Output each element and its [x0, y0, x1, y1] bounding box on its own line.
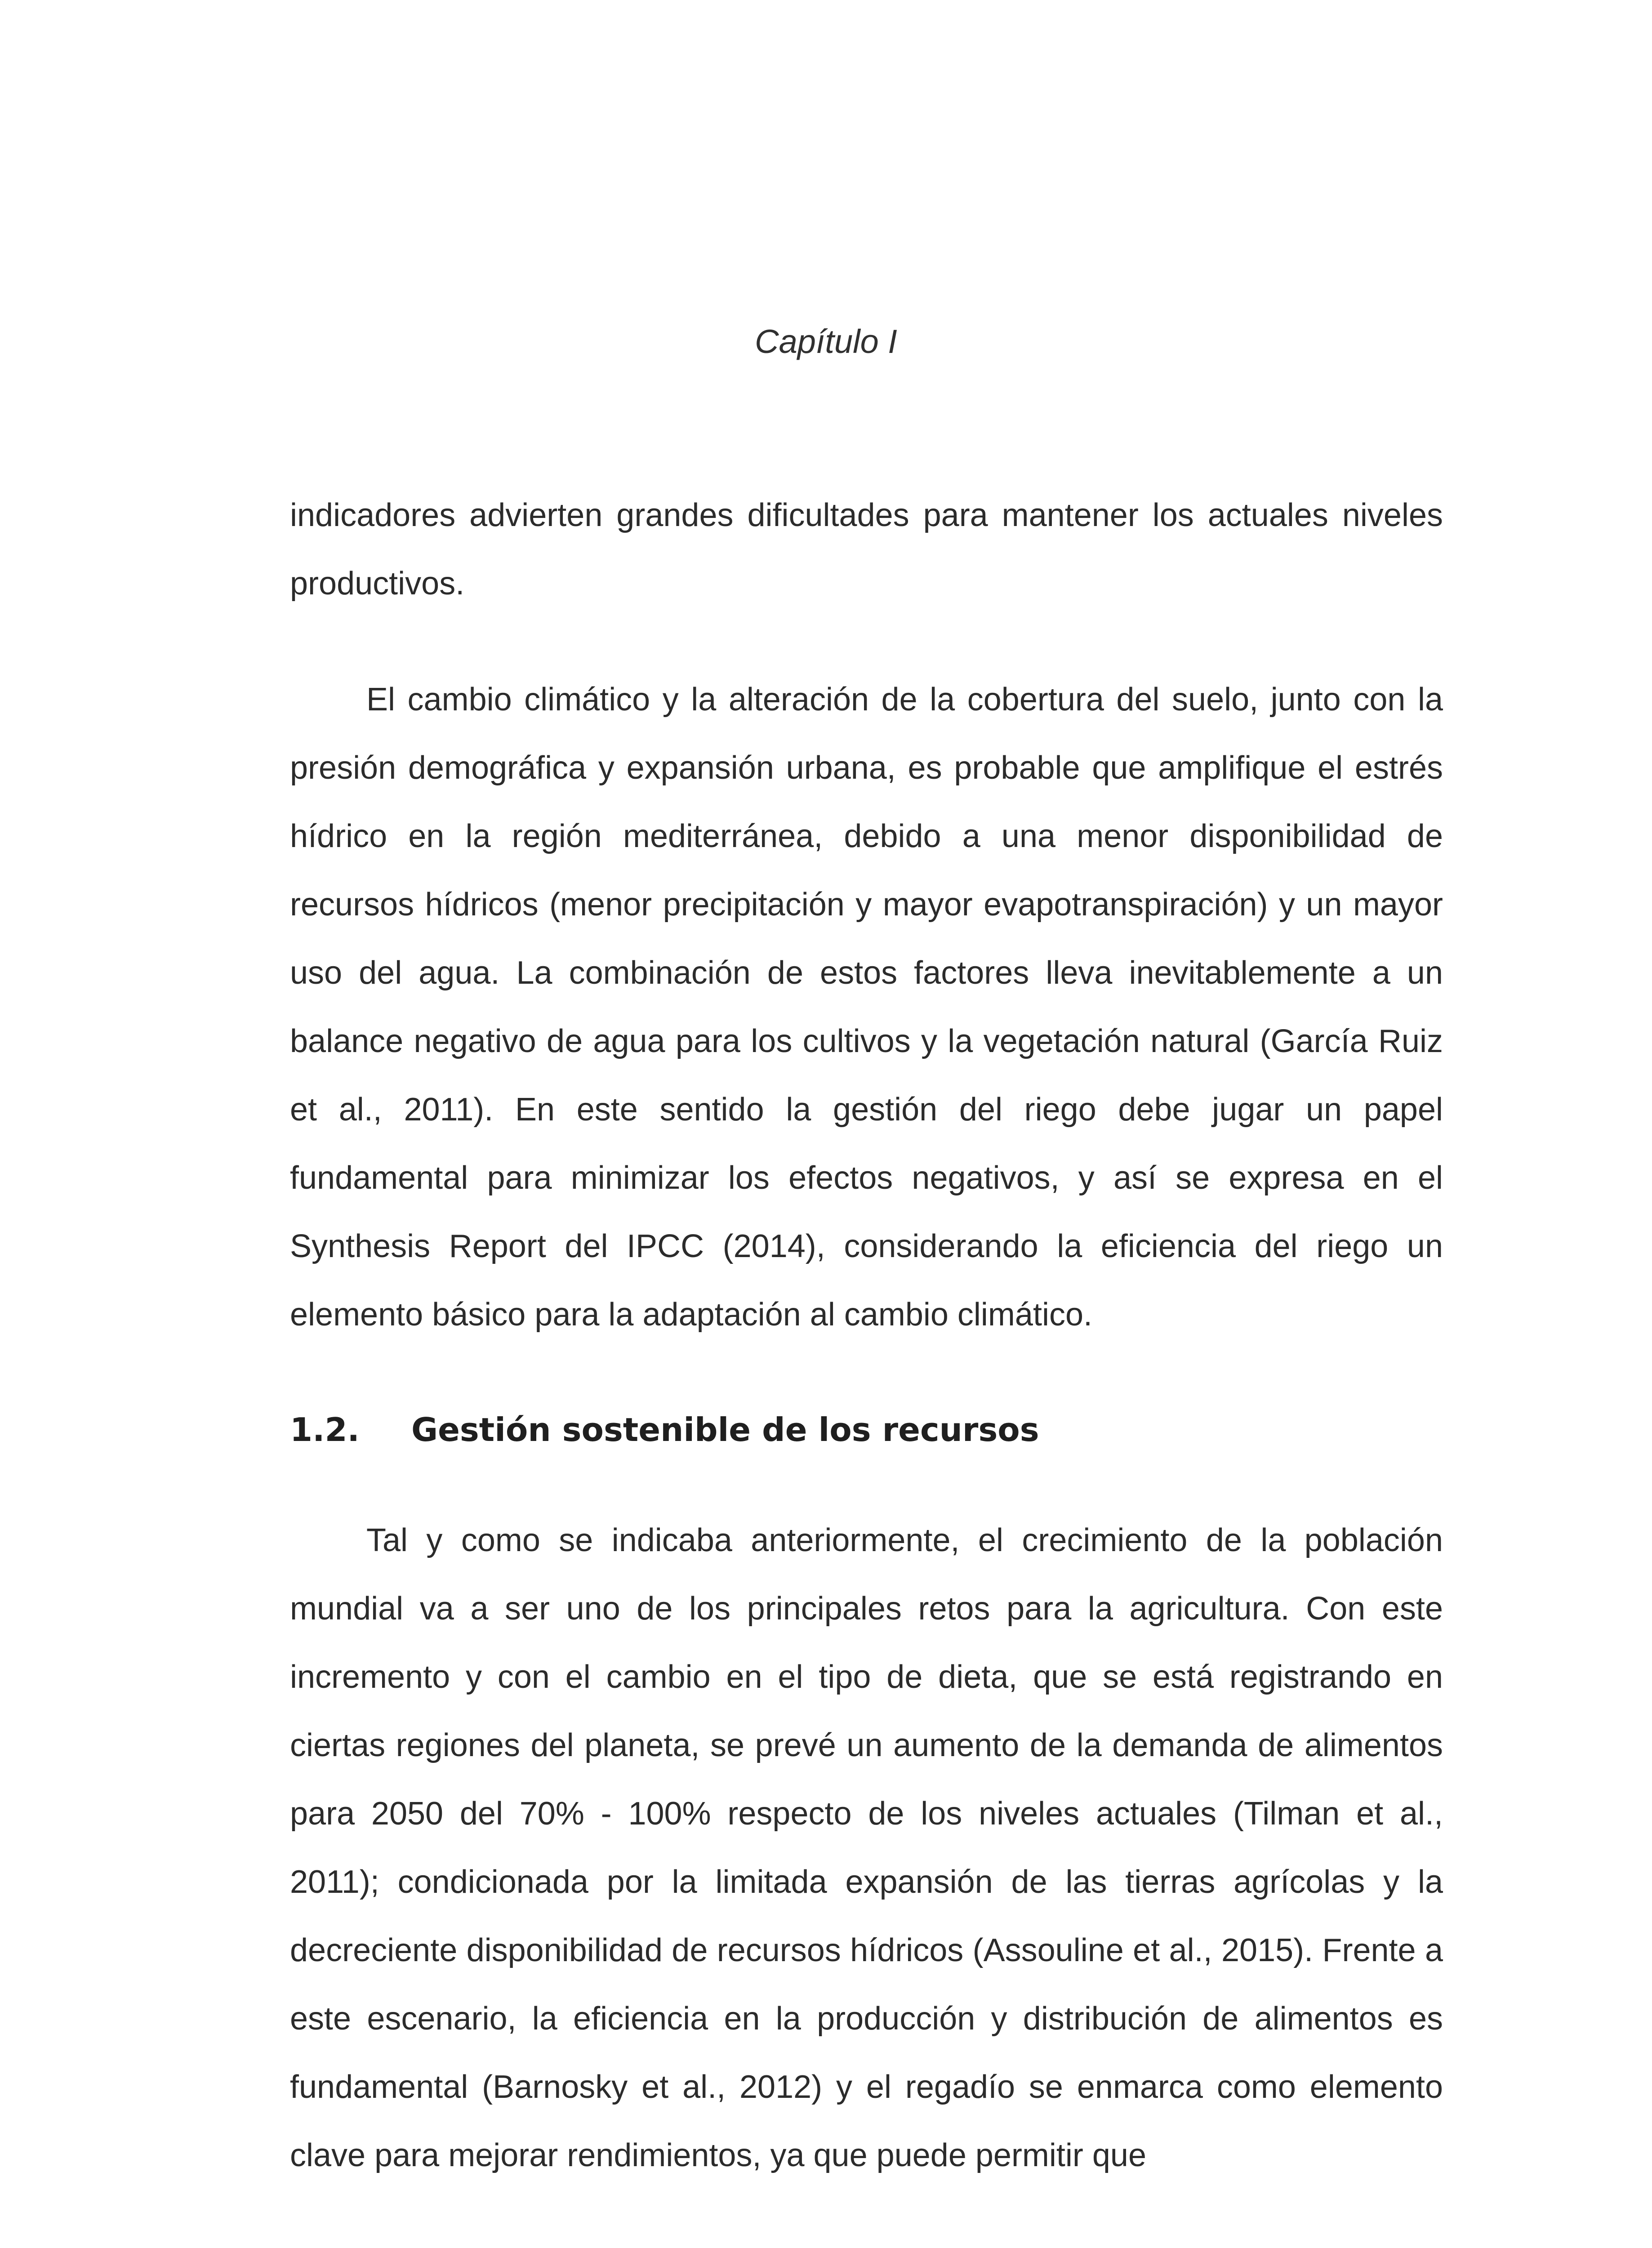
- section-title: Gestión sostenible de los recursos: [411, 1411, 1039, 1449]
- section-number: 1.2.: [290, 1411, 360, 1449]
- paragraph-text: indicadores advierten grandes dificultades para mantener los actuales niveles productivos.: [290, 497, 1443, 602]
- section-paragraph: [290, 1506, 1443, 2190]
- paragraph-text: El cambio climático y la alteración de la cobertura del suelo, junto con la presión demográfica y expansión urbana, es probable que amplifique el estrés hídrico en la región mediterránea, debido a una menor disponibilidad de recursos hídricos (menor precipitación y mayor evapotranspiración) y un mayor uso del agua. La combinación de estos factores lleva inevitablemente a un balance negativo de agua para los cultivos y la vegetación natural (García Ruiz et al., 2011). En este sentido la gestión del riego debe jugar un papel fundamental para minimizar los efectos negativos, y así se expresa en el Synthesis Report del IPCC (2014), considerando la eficiencia del riego un elemento básico para la adaptación al cambio climático.: [290, 682, 1443, 1333]
- running-head: Capítulo I: [755, 323, 897, 360]
- body-paragraph: [290, 665, 1443, 1349]
- paragraph-text: Tal y como se indicaba anteriormente, el crecimiento de la población mundial va a ser uno de los principales retos para la agricultura. Con este incremento y con el cambio en el tipo de dieta, que se está registrando en ciertas regiones del planeta, se prevé un aumento de la demanda de alimentos para 2050 del 70% - 100% respecto de los niveles actuales (Tilman et al., 2011); condicionada por la limitada expansión de las tierras agrícolas y la decreciente disponibilidad de recursos hídricos (Assouline et al., 2015). Frente a este escenario, la eficiencia en la producción y distribución de alimentos es fundamental (Barnosky et al., 2012) y el regadío se enmarca como elemento clave para mejorar rendimientos, ya que puede permitir que: [290, 1522, 1443, 2173]
- section-heading: [290, 1398, 1443, 1461]
- body-paragraph: [290, 481, 1443, 618]
